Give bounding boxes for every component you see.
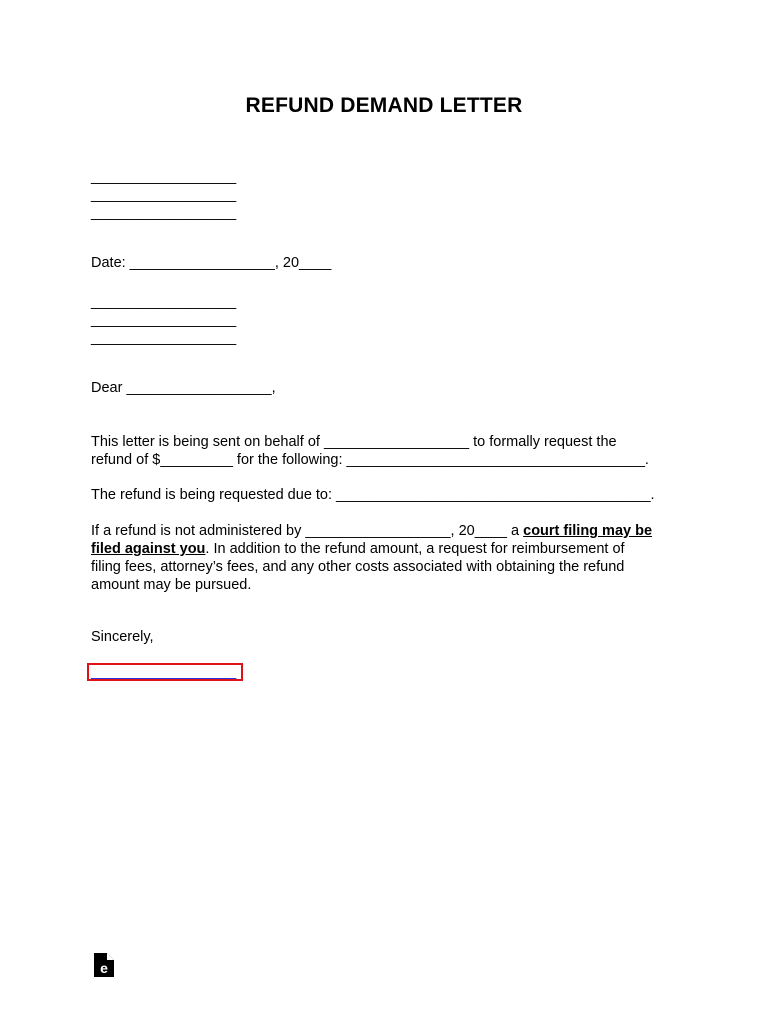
paragraph-3-line-2 (91, 540, 625, 558)
recipient-line-3: __________________ (91, 330, 237, 346)
date-line: Date: __________________, 20____ (91, 255, 332, 271)
sender-line-2: __________________ (91, 187, 237, 203)
signature-field-highlight[interactable] (87, 663, 243, 681)
court-filing-emphasis: court filing may be (523, 523, 653, 539)
eforms-document-icon (93, 952, 115, 978)
paragraph-1-line-2: refund of $_________ for the following: _____________________________________. (91, 452, 649, 468)
document-title: REFUND DEMAND LETTER (245, 94, 523, 117)
salutation: Dear __________________, (91, 380, 276, 396)
filed-against-you-emphasis: filed against you (91, 541, 206, 557)
signature-line[interactable]: __________________ (91, 664, 237, 680)
paragraph-1-line-1: This letter is being sent on behalf of __________________ to formally request the (91, 434, 617, 450)
sender-line-1: __________________ (91, 169, 237, 185)
paragraph-2: The refund is being requested due to: _______________________________________. (91, 487, 655, 503)
svg-text:e: e (100, 960, 108, 976)
sender-line-3: __________________ (91, 205, 237, 221)
paragraph-3-line-2-text: . In addition to the refund amount, a request for reimbursement of (205, 541, 625, 557)
paragraph-3-line-1 (91, 522, 652, 540)
paragraph-3-line-3: filing fees, attorney’s fees, and any other costs associated with obtaining the refund (91, 559, 625, 575)
closing: Sincerely, (91, 629, 154, 645)
recipient-line-1: __________________ (91, 294, 237, 310)
recipient-line-2: __________________ (91, 312, 237, 328)
paragraph-3-line-1-text: If a refund is not administered by __________________, 20____ a (91, 523, 524, 539)
paragraph-3-line-4: amount may be pursued. (91, 577, 252, 593)
